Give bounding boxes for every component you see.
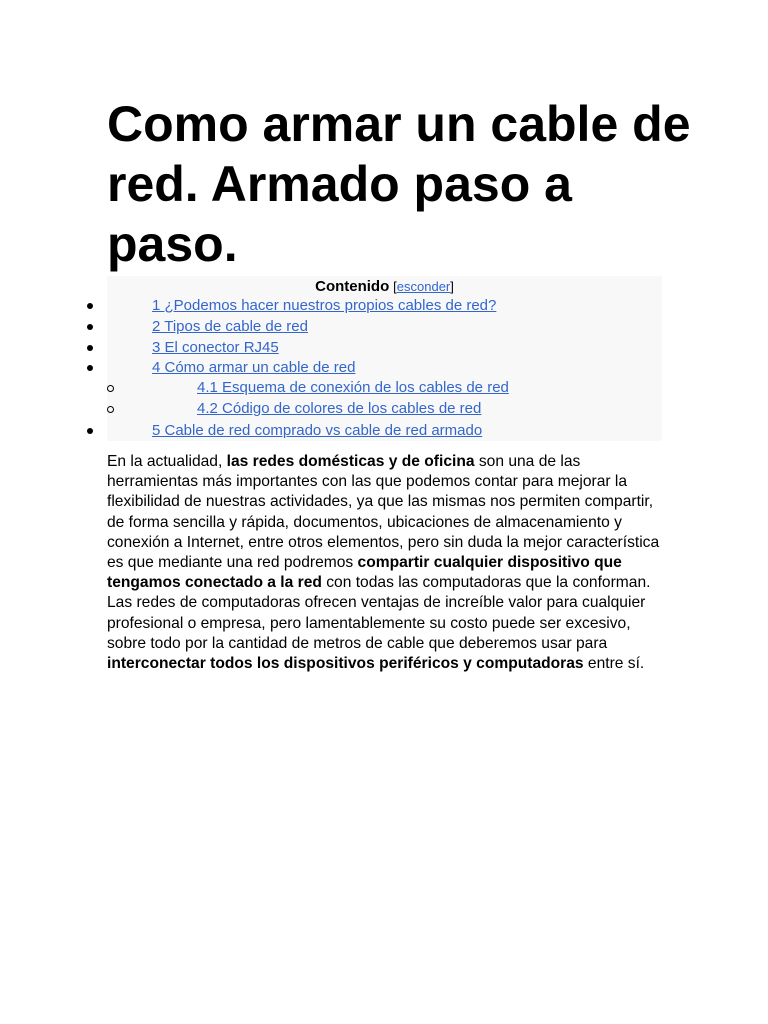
paragraph-text: son una de las herramientas más importantes con las que podemos contar para mejorar la flexibilidad de nuestras actividades, ya que las mismas nos permiten compartir, de forma sencilla y rápida, documentos, ubicaciones de almacenamiento y conexión a Internet, entre otros elementos, pero sin duda la mejor característica es que mediante una red podremos xyxy=(107,453,660,572)
paragraph-text: entre sí. xyxy=(583,655,645,673)
paragraph-emphasis: interconectar todos los dispositivos periféricos y computadoras xyxy=(107,655,584,673)
toc-bracket-close: ] xyxy=(450,279,454,294)
paragraph-2 xyxy=(107,593,667,674)
toc-bullet xyxy=(87,303,93,309)
toc-bullet xyxy=(87,428,93,434)
toc-link-4-2[interactable]: 4.2 Código de colores de los cables de red xyxy=(197,400,482,417)
paragraph-text: Las redes de computadoras ofrecen ventajas de increíble valor para cualquier profesional o empresa, pero lamentablemente su costo puede ser excesivo, sobre todo por la cantidad de metros de cable que deberemos usar para xyxy=(107,594,646,652)
toc-link-4-1[interactable]: 4.1 Esquema de conexión de los cables de red xyxy=(197,379,509,396)
toc-link-5[interactable]: 5 Cable de red comprado vs cable de red armado xyxy=(152,422,483,439)
page-title: Como armar un cable de red. Armado paso a paso. xyxy=(107,96,691,272)
toc-header xyxy=(107,277,662,296)
toc-bullet xyxy=(87,365,93,371)
article-body xyxy=(107,452,667,674)
paragraph-1 xyxy=(107,452,667,593)
toc-hide-link[interactable]: esconder xyxy=(396,279,451,294)
toc-link-4[interactable]: 4 Cómo armar un cable de red xyxy=(152,359,356,376)
toc-bracket-open: [ xyxy=(393,279,397,294)
paragraph-emphasis: las redes domésticas y de oficina xyxy=(226,453,475,470)
toc-subbullet xyxy=(107,406,114,413)
toc-bullet xyxy=(87,324,93,330)
paragraph-emphasis: compartir cualquier dispositivo que tengamos conectado a la red xyxy=(107,554,622,592)
toc-bullet xyxy=(87,345,93,351)
toc-subbullet xyxy=(107,385,114,392)
toc-link-3[interactable]: 3 El conector RJ45 xyxy=(152,339,279,356)
toc-heading: Contenido xyxy=(315,278,390,295)
paragraph-text: En la actualidad, xyxy=(107,453,227,470)
toc-link-2[interactable]: 2 Tipos de cable de red xyxy=(152,318,308,335)
paragraph-text: con todas las computadoras que la conforman. xyxy=(321,574,651,592)
toc-link-1[interactable]: 1 ¿Podemos hacer nuestros propios cables de red? xyxy=(152,297,497,314)
